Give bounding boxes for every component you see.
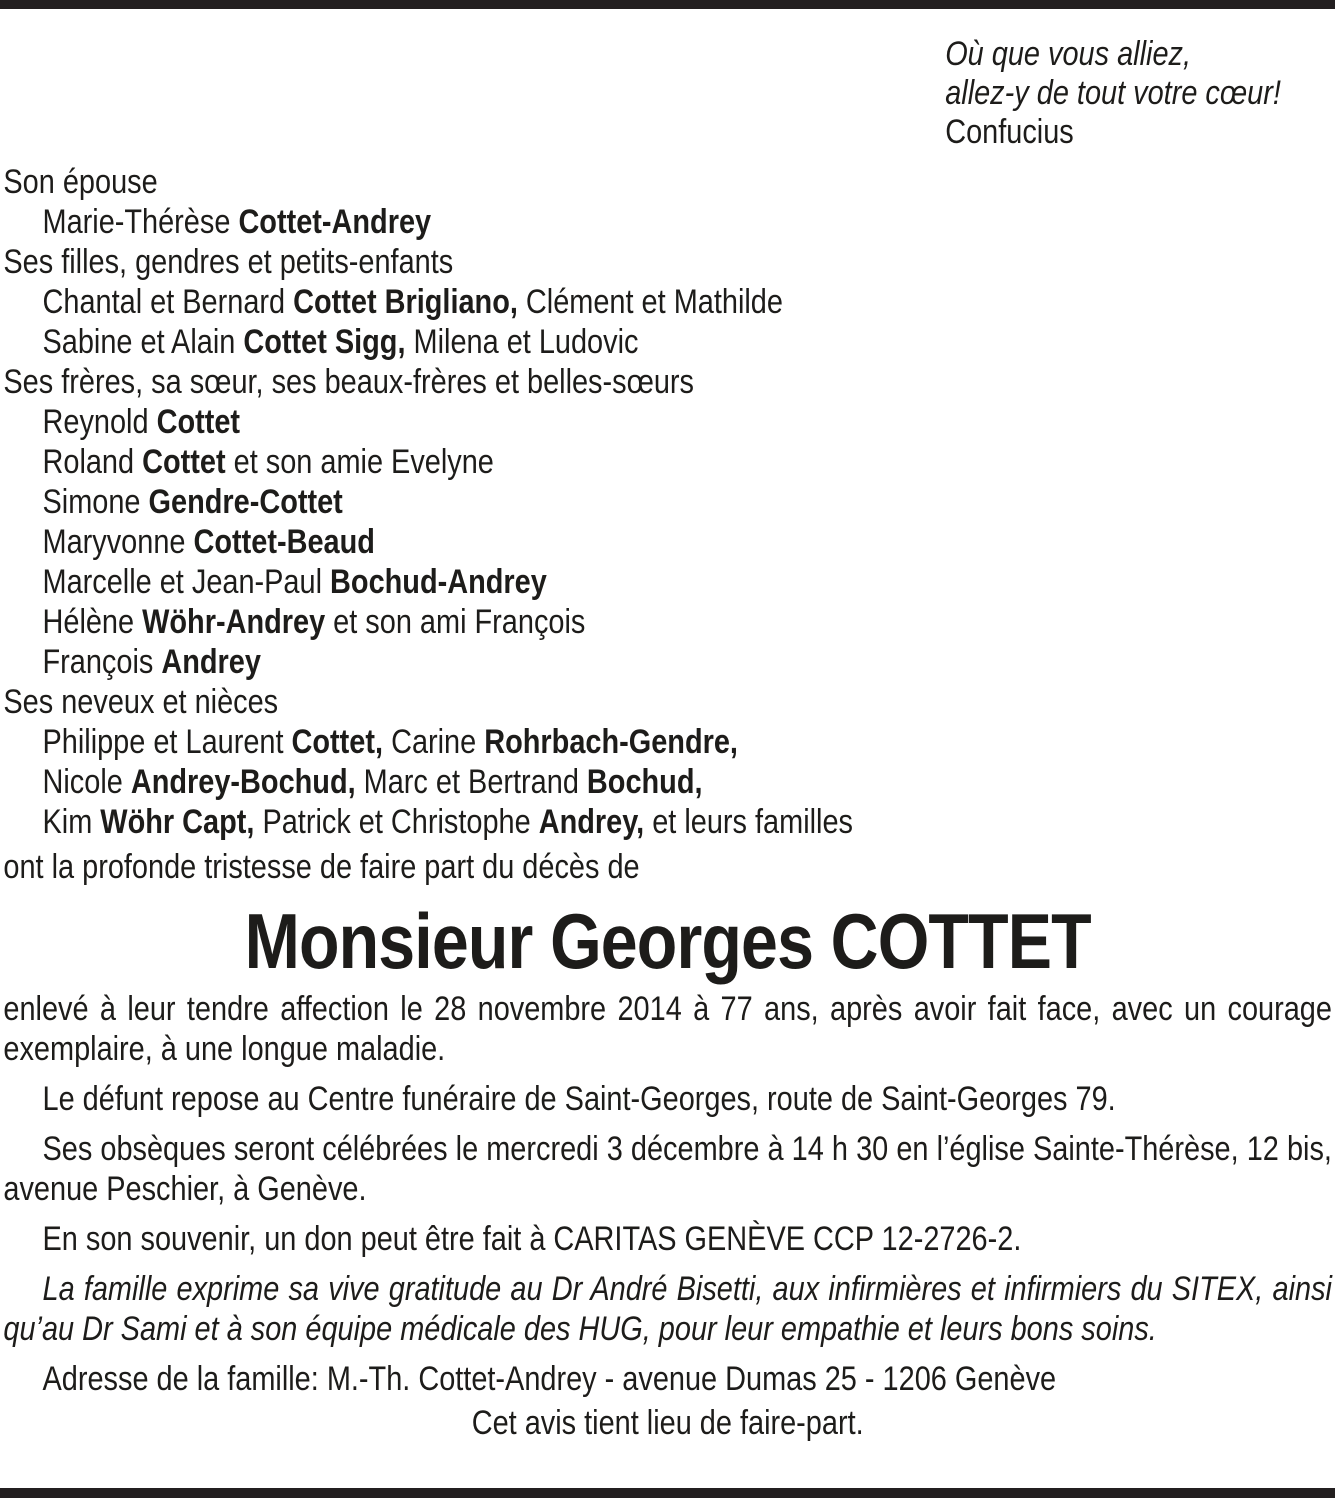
- bottom-rule: [0, 1488, 1335, 1498]
- family-member-line: [3, 602, 1335, 642]
- family-member-line: [3, 522, 1335, 562]
- family-surname-bold: Cottet,: [291, 723, 384, 761]
- family-text: et son amie Evelyne: [225, 443, 494, 481]
- family-member-line: [3, 322, 1335, 362]
- family-text: Ses frères, sa sœur, ses beaux-frères et belles-sœurs: [3, 363, 695, 401]
- family-member-line: [3, 802, 1335, 842]
- family-surname-bold: Cottet Sigg,: [243, 323, 406, 361]
- body-paragraph: La famille exprime sa vive gratitude au Dr André Bisetti, aux infirmières et infirmiers du SITEX, ainsi qu’au Dr Sami et à son équipe médicale des HUG, pour leur empathie et leurs bons soins.: [3, 1270, 1332, 1348]
- family-surname-bold: Cottet: [156, 403, 241, 441]
- epigraph-line-2: allez-y de tout votre cœur!: [945, 74, 1281, 112]
- family-text: Patrick et Christophe: [254, 803, 539, 841]
- body-paragraph: enlevé à leur tendre affection le 28 novembre 2014 à 77 ans, après avoir fait face, avec un courage exemplaire, à une longue maladie.: [3, 990, 1332, 1068]
- family-surname-bold: Wöhr Capt,: [100, 803, 255, 841]
- family-member-line: [3, 762, 1335, 802]
- deceased-name-title: Monsieur Georges COTTET: [244, 897, 1091, 985]
- family-text: Clément et Mathilde: [517, 283, 783, 321]
- body-paragraph: En son souvenir, un don peut être fait à CARITAS GENÈVE CCP 12-2726-2.: [42, 1220, 1022, 1258]
- family-surname-bold: Rohrbach-Gendre,: [484, 723, 738, 761]
- family-surname-bold: Cottet-Andrey: [238, 203, 432, 241]
- footer-note: Cet avis tient lieu de faire-part.: [471, 1404, 864, 1442]
- family-surname-bold: Andrey: [161, 643, 261, 681]
- family-group-label: [3, 682, 1335, 722]
- body-paragraph: Ses obsèques seront célébrées le mercredi 3 décembre à 14 h 30 en l’église Sainte-Thérèse, 12 bis, avenue Peschier, à Genève.: [3, 1130, 1332, 1208]
- body-paragraph: Le défunt repose au Centre funéraire de Saint-Georges, route de Saint-Georges 79.: [42, 1080, 1116, 1118]
- family-text: Carine: [383, 723, 485, 761]
- family-text: Sabine et Alain: [42, 323, 244, 361]
- family-text: Hélène: [42, 603, 143, 641]
- family-text: Milena et Ludovic: [405, 323, 639, 361]
- family-text: Chantal et Bernard: [42, 283, 294, 321]
- family-text: Marc et Bertrand: [355, 763, 587, 801]
- family-list: [0, 162, 1335, 842]
- body-paragraph: Adresse de la famille: M.-Th. Cottet-Andrey - avenue Dumas 25 - 1206 Genève: [42, 1360, 1057, 1398]
- family-member-line: [3, 202, 1335, 242]
- family-text: Roland: [42, 443, 143, 481]
- body-paragraphs: [0, 989, 1335, 1399]
- family-text: Simone: [42, 483, 149, 521]
- family-surname-bold: Cottet: [142, 443, 226, 481]
- family-group-label: [3, 362, 1335, 402]
- family-text: Ses filles, gendres et petits-enfants: [3, 243, 454, 281]
- family-text: Philippe et Laurent: [42, 723, 292, 761]
- family-text: Marcelle et Jean-Paul: [42, 563, 331, 601]
- notice-content: [0, 9, 1335, 1443]
- family-surname-bold: Wöhr-Andrey: [142, 603, 326, 641]
- epigraph-line-1: Où que vous alliez,: [945, 35, 1191, 73]
- family-surname-bold: Cottet-Beaud: [193, 523, 375, 561]
- family-surname-bold: Bochud,: [586, 763, 703, 801]
- epigraph-attribution: Confucius: [945, 113, 1074, 151]
- family-text: et leurs familles: [644, 803, 853, 841]
- family-group-label: [3, 242, 1335, 282]
- family-text: et son ami François: [325, 603, 586, 641]
- family-text: Nicole: [42, 763, 131, 801]
- family-text: Ses neveux et nièces: [3, 683, 279, 721]
- family-text: Son épouse: [3, 163, 158, 201]
- family-member-line: [3, 402, 1335, 442]
- family-group-label: [3, 162, 1335, 202]
- family-member-line: [3, 282, 1335, 322]
- family-member-line: [3, 442, 1335, 482]
- family-surname-bold: Andrey,: [538, 803, 645, 841]
- family-member-line: [3, 642, 1335, 682]
- family-text: Reynold: [42, 403, 157, 441]
- top-rule: [0, 0, 1335, 9]
- family-text: Kim: [42, 803, 101, 841]
- family-member-line: [3, 562, 1335, 602]
- family-surname-bold: Bochud-Andrey: [330, 563, 547, 601]
- family-member-line: [3, 482, 1335, 522]
- announcement-line: ont la profonde tristesse de faire part du décès de: [3, 848, 640, 886]
- family-surname-bold: Andrey-Bochud,: [130, 763, 356, 801]
- family-text: François: [42, 643, 162, 681]
- family-text: Marie-Thérèse: [42, 203, 239, 241]
- family-text: Maryvonne: [42, 523, 194, 561]
- family-member-line: [3, 722, 1335, 762]
- family-surname-bold: Gendre-Cottet: [148, 483, 343, 521]
- family-surname-bold: Cottet Brigliano,: [293, 283, 518, 321]
- epigraph: [945, 35, 1335, 152]
